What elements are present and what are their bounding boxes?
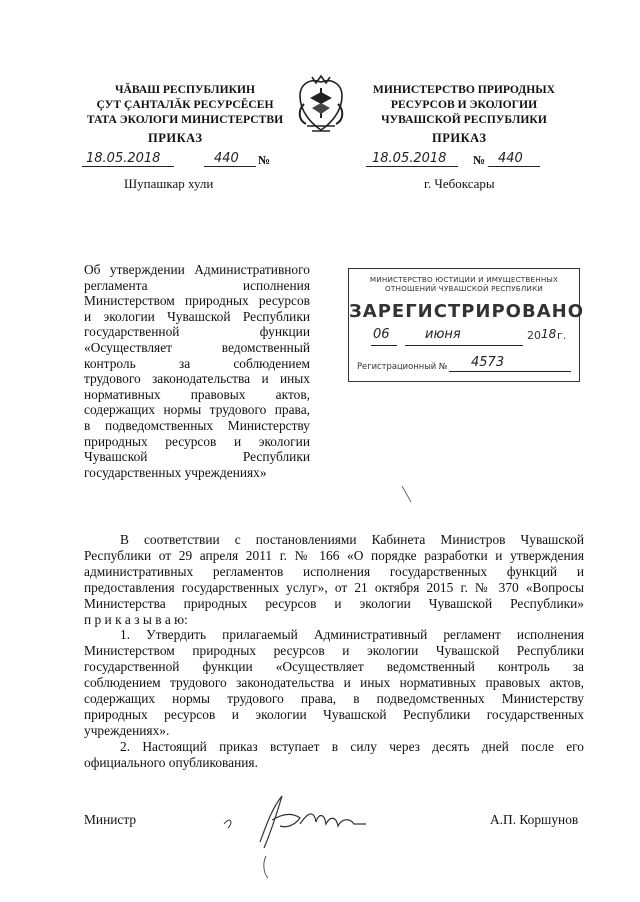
- body-item1-line: Министерством природных ресурсов и экологии Чувашской Республики: [84, 643, 584, 659]
- right-number-handwritten: 440: [498, 151, 523, 166]
- stamp-day-underline: [371, 345, 397, 346]
- right-header: [354, 82, 574, 127]
- body-item2-line: 2. Настоящий приказ вступает в силу через десять дней после его: [120, 738, 584, 754]
- stamp-reg-number-handwritten: 4573: [471, 355, 505, 370]
- subject-line: природных ресурсов и экологии: [84, 433, 310, 449]
- subject-line: Чувашской Республики: [84, 449, 310, 465]
- body-item1-line: учреждениях».: [84, 722, 170, 738]
- left-number-underline: [204, 166, 256, 167]
- subject-line: и экологии Чувашской Республики: [84, 308, 310, 324]
- subject-line: содержащих нормы трудового права,: [84, 402, 310, 418]
- order-body: [84, 532, 584, 771]
- subject-line: государственной функции: [84, 324, 310, 340]
- body-item2-line: официального опубликования.: [84, 754, 258, 770]
- stamp-month-underline: [405, 345, 523, 346]
- body-para1-line: В соответствии с постановлениями Кабинета Министров Чувашской: [120, 532, 584, 547]
- subject-line: в подведомственных Министерству: [84, 417, 310, 433]
- stamp-registered: ЗАРЕГИСТРИРОВАНО: [349, 301, 584, 322]
- body-item1-line: 1. Утвердить прилагаемый Административный регламент исполнения: [120, 627, 584, 643]
- subject-line: Министерством природных ресурсов: [84, 293, 310, 309]
- stamp-month-handwritten: июня: [425, 327, 461, 342]
- handwritten-signature-icon: [220, 786, 380, 882]
- body-item1-line: природных ресурсов и экологии Чувашской Республики государственных: [84, 706, 584, 722]
- registration-stamp: [348, 268, 584, 382]
- body-para1-line: предоставления государственных услуг», от 21 октября 2015 г. № 370 «Вопросы: [84, 579, 584, 595]
- body-item1-line: содержащих нормы трудового права, в подведомственных Министерству: [84, 691, 584, 707]
- stamp-org-line-1: МИНИСТЕРСТВО ЮСТИЦИИ И ИМУЩЕСТВЕННЫХ: [369, 275, 559, 284]
- right-number-underline: [488, 166, 540, 167]
- subject-line: регламента исполнения: [84, 277, 310, 293]
- order-subject: [84, 262, 310, 480]
- left-date-handwritten: 18.05.2018: [86, 151, 161, 166]
- left-prikaz-title: ПРИКАЗ: [148, 131, 203, 145]
- right-city: г. Чебоксары: [424, 176, 495, 191]
- left-header: [70, 82, 300, 127]
- right-date-underline: [366, 166, 458, 167]
- stray-pen-mark: [400, 484, 414, 504]
- right-header-line-2: РЕСУРСОВ И ЭКОЛОГИИ: [390, 98, 538, 111]
- right-date-handwritten: 18.05.2018: [372, 151, 447, 166]
- left-city: Шупашкар хули: [124, 176, 214, 191]
- left-header-line-2: ÇУТ ÇАНТАЛĂК РЕСУРСĔСЕН: [96, 98, 274, 111]
- body-para1-line: административных регламентов исполнения государственных функций и: [84, 563, 584, 579]
- stamp-year-suffix: г.: [557, 329, 567, 342]
- left-number-handwritten: 440: [214, 151, 239, 166]
- subject-line: государственных учреждениях»: [84, 464, 267, 480]
- stamp-date-row: [367, 329, 567, 345]
- body-item1-line: соблюдением трудового законодательства и иных нормативных правовых актов,: [84, 675, 584, 691]
- subject-line: контроль за соблюдением: [84, 355, 310, 371]
- body-para1-line: Республики от 29 апреля 2011 г. № 166 «О порядке разработки и утверждения: [84, 547, 584, 563]
- subject-line: «Осуществляет ведомственный: [84, 339, 310, 355]
- right-prikaz-title: ПРИКАЗ: [432, 131, 487, 145]
- stamp-reg-label: Регистрационный №: [357, 361, 448, 371]
- left-header-line-3: ТАТА ЭКОЛОГИ МИНИСТЕРСТВИ: [86, 113, 284, 126]
- right-number-sign: №: [473, 153, 486, 167]
- stamp-org-line-2: ОТНОШЕНИЙ ЧУВАШСКОЙ РЕСПУБЛИКИ: [385, 284, 543, 293]
- subject-line: нормативных правовых актов,: [84, 386, 310, 402]
- subject-line: Об утверждении Административного: [84, 262, 310, 277]
- right-header-line-1: МИНИСТЕРСТВО ПРИРОДНЫХ: [372, 83, 556, 96]
- left-header-line-1: ЧĂВАШ РЕСПУБЛИКИН: [114, 83, 256, 96]
- body-item1-line: государственной функции «Осуществляет ведомственный контроль за: [84, 659, 584, 675]
- left-date-underline: [82, 166, 174, 167]
- body-prikazyvayu: п р и к а з ы в а ю:: [84, 611, 188, 627]
- chuvash-emblem-icon: [290, 74, 352, 138]
- signature-position: Министр: [84, 812, 137, 827]
- left-number-sign: №: [258, 153, 271, 167]
- stamp-reg-underline: [449, 371, 571, 372]
- stamp-day-handwritten: 06: [373, 327, 390, 342]
- signature-name: А.П. Коршунов: [490, 812, 579, 827]
- stamp-year-handwritten: 18: [541, 327, 557, 341]
- right-header-line-3: ЧУВАШСКОЙ РЕСПУБЛИКИ: [381, 113, 547, 126]
- body-para1-line: Министерства природных ресурсов и экологии Чувашской Республики»: [84, 595, 584, 611]
- subject-line: трудового законодательства и иных: [84, 371, 310, 387]
- stamp-year-prefix: 20: [527, 329, 541, 342]
